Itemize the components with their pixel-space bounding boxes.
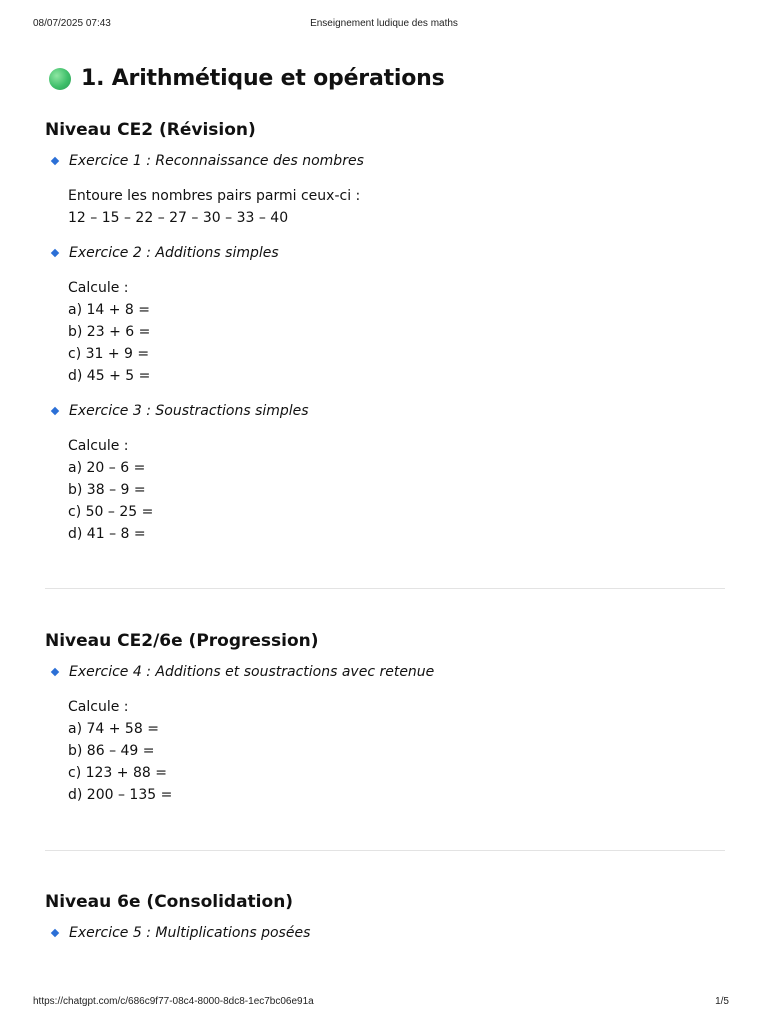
exercise-line: b) 38 – 9 = [68,482,146,498]
blue-diamond-icon [51,249,59,257]
exercise-line: a) 14 + 8 = [68,302,151,318]
section-title-ce2-6e: Niveau CE2/6e (Progression) [45,631,319,651]
section-divider [45,588,725,589]
print-url: https://chatgpt.com/c/686c9f77-08c4-8000-8dc8-1ec7bc06e91a [33,996,314,1007]
green-circle-icon [49,68,71,90]
exercise-line: a) 74 + 58 = [68,721,159,737]
exercise-label: Exercice 5 : Multiplications posées [69,925,311,941]
main-heading-text: 1. Arithmétique et opérations [81,66,445,91]
print-datetime: 08/07/2025 07:43 [33,18,111,29]
exercise-label: Exercice 3 : Soustractions simples [69,403,309,419]
main-heading [49,66,445,91]
exercise-label: Exercice 4 : Additions et soustractions avec retenue [69,664,435,680]
exercise-item [52,153,364,169]
exercise-line: c) 123 + 88 = [68,765,167,781]
exercise-line: d) 200 – 135 = [68,787,173,803]
exercise-line: Entoure les nombres pairs parmi ceux-ci : [68,188,361,204]
exercise-item [52,403,309,419]
page-number: 1/5 [715,996,729,1007]
exercise-line: Calcule : [68,280,129,296]
section-title-ce2: Niveau CE2 (Révision) [45,120,256,140]
exercise-line: d) 41 – 8 = [68,526,146,542]
blue-diamond-icon [51,929,59,937]
blue-diamond-icon [51,157,59,165]
blue-diamond-icon [51,407,59,415]
exercise-line: a) 20 – 6 = [68,460,146,476]
exercise-item [52,664,434,680]
exercise-line: c) 31 + 9 = [68,346,150,362]
exercise-item [52,925,310,941]
print-title: Enseignement ludique des maths [310,18,458,29]
exercise-label: Exercice 1 : Reconnaissance des nombres [69,153,364,169]
exercise-line: c) 50 – 25 = [68,504,154,520]
print-footer [33,996,735,1010]
exercise-label: Exercice 2 : Additions simples [69,245,279,261]
exercise-item [52,245,279,261]
exercise-line: Calcule : [68,699,129,715]
exercise-line: d) 45 + 5 = [68,368,151,384]
exercise-line: 12 – 15 – 22 – 27 – 30 – 33 – 40 [68,210,289,226]
exercise-line: Calcule : [68,438,129,454]
blue-diamond-icon [51,668,59,676]
section-title-6e: Niveau 6e (Consolidation) [45,892,294,912]
print-header [33,18,735,32]
section-divider [45,850,725,851]
exercise-line: b) 23 + 6 = [68,324,151,340]
exercise-line: b) 86 – 49 = [68,743,155,759]
